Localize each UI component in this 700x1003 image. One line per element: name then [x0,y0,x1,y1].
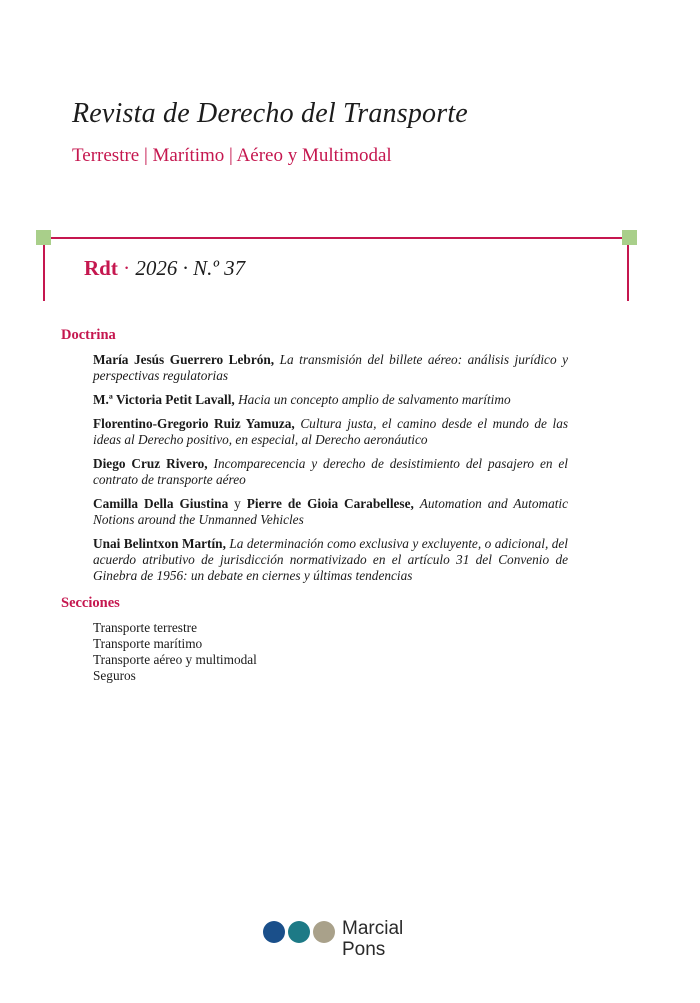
seccion-item: Transporte aéreo y multimodal [93,652,257,667]
secciones-heading: Secciones [61,595,120,611]
article-entry [93,456,568,488]
article-entry [93,392,568,408]
issue-line [84,256,245,281]
issue-abbr: Rdt [84,256,118,280]
article-authors-2: Pierre de Gioia Carabellese, [246,496,414,511]
frame-top-rule [50,237,630,239]
article-entry [93,416,568,448]
journal-subtitle: Terrestre | Marítimo | Aéreo y Multimodal [72,145,392,166]
publisher-name-line1: Marcial [342,918,404,939]
article-entry [93,352,568,384]
article-title: Cultura justa, el camino desde el mundo de las ideas al Derecho positivo, en especial, al Derecho aeronáutico [93,416,569,447]
article-title: La transmisión del billete aéreo: análisis jurídico y perspectivas regulatorias [93,352,569,383]
logo-circle-icon [288,921,310,943]
journal-title: Revista de Derecho del Transporte [72,98,468,129]
article-authors: Diego Cruz Rivero, [93,456,208,471]
issue-number: N.º 37 [193,256,246,280]
frame-left-rule [43,237,45,301]
logo-circle-icon [263,921,285,943]
article-authors: Camilla Della Giustina [93,496,229,511]
article-authors: M.ª Victoria Petit Lavall, [93,392,235,407]
doctrina-heading: Doctrina [61,327,116,343]
secciones-list-wrap [93,620,568,684]
article-authors: María Jesús Guerrero Lebrón, [93,352,275,367]
issue-separator: · [123,256,131,280]
publisher-logo [263,918,423,963]
corner-square-left [36,230,51,245]
seccion-item: Seguros [93,668,136,683]
article-author-connector: y [234,496,241,511]
logo-circle-icon [313,921,335,943]
corner-square-right [622,230,637,245]
seccion-item: Transporte marítimo [93,636,203,651]
article-title: Automation and Automatic Notions around the Unmanned Vehicles [93,496,569,527]
frame-right-rule [627,237,629,301]
secciones-list [93,620,568,684]
seccion-item: Transporte terrestre [93,620,198,635]
publisher-name-line2: Pons [342,939,386,960]
article-title: Hacia un concepto amplio de salvamento marítimo [238,392,511,407]
article-entry [93,496,568,528]
issue-year: 2026 [135,256,178,280]
article-authors: Florentino-Gregorio Ruiz Yamuza, [93,416,295,431]
article-title: La determinación como exclusiva y excluyente, o adicional, del acuerdo atributivo de jurisdicción normativizado en el artículo 31 del Convenio de Ginebra de 1956: un debate en ciernes y últimas tendencias [93,536,569,583]
article-entry [93,536,568,584]
doctrina-list [93,352,568,592]
publisher-name [342,918,403,960]
article-title: Incomparecencia y derecho de desistimiento del pasajero en el contrato de transporte aéreo [93,456,569,487]
issue-separator-2: · [182,256,188,280]
article-authors: Unai Belintxon Martín, [93,536,226,551]
